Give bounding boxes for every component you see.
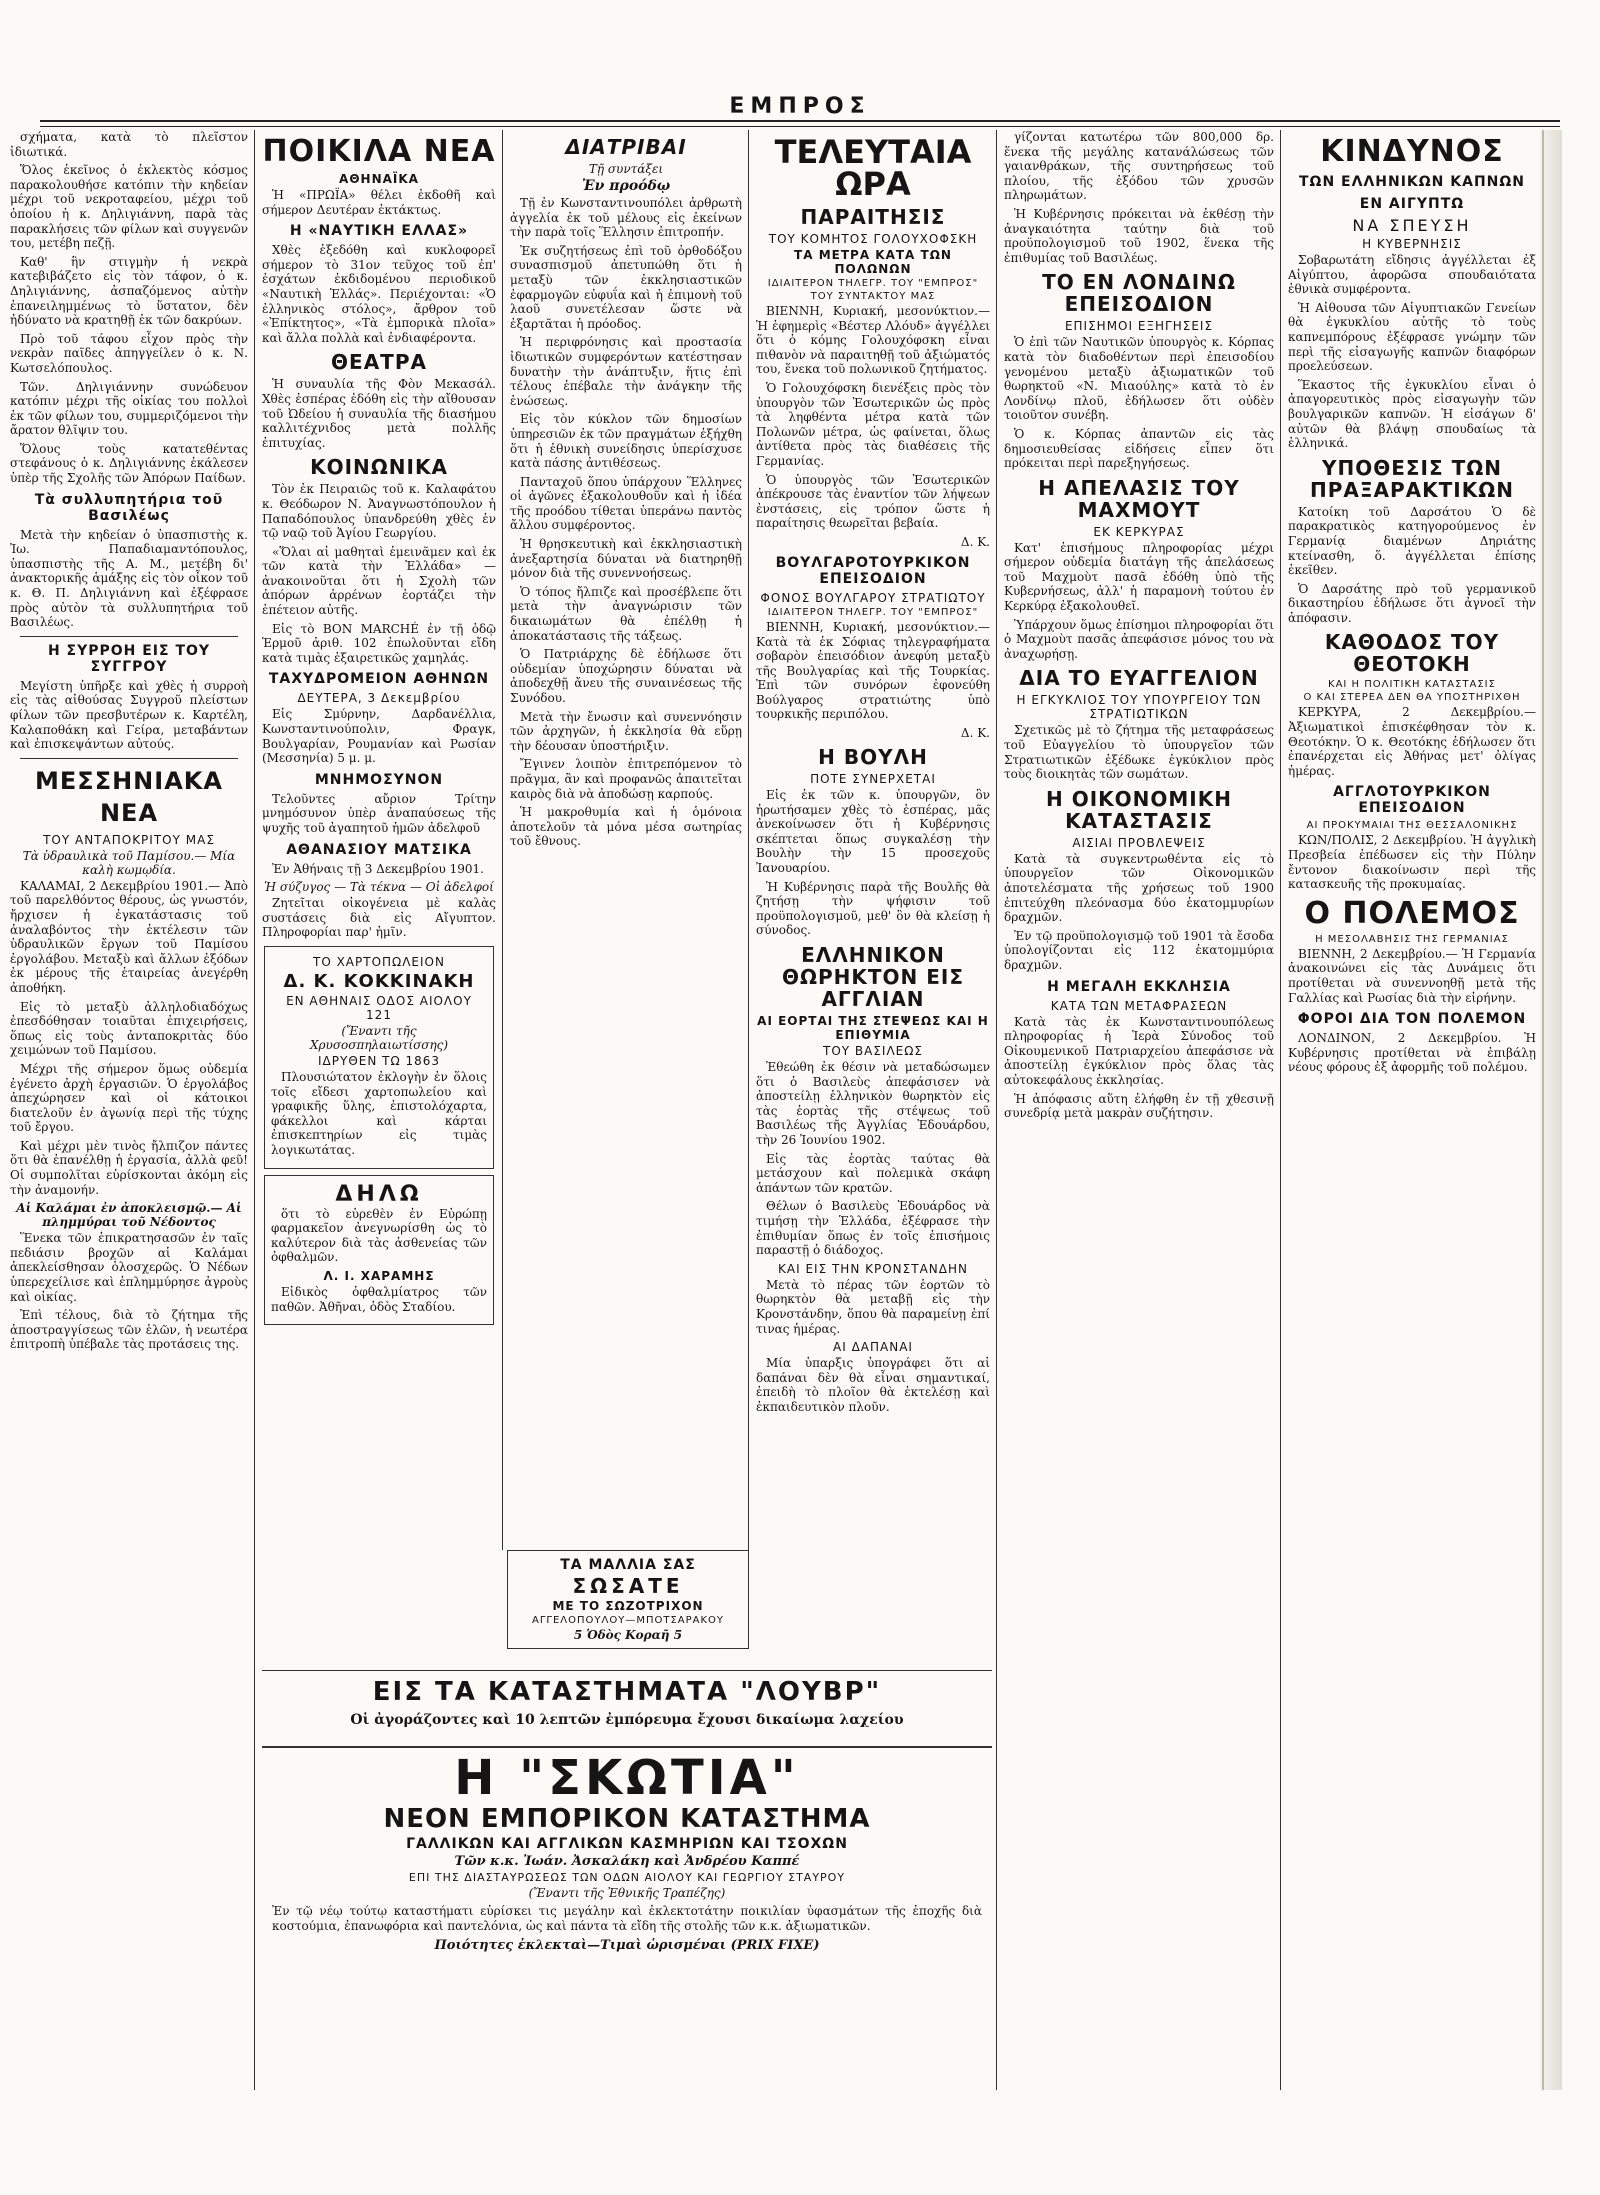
paragraph: ΛΟΝΔΙΝΟΝ, 2 Δεκεμβρίου. Ἡ Κυβέρνησις προτίθεται νὰ ἐπιβάλῃ νέους φόρους ἐξ ἀφορμῆς τοῦ πολέμου. [1288, 1031, 1536, 1075]
newspaper-title: ΕΜΠΡΟΣ [729, 94, 871, 119]
paragraph: ΒΙΕΝΝΗ, Κυριακή, μεσονύκτιον.— Κατὰ τὰ ἐκ Σόφιας τηλεγραφήματα σοβαρὸν ἐπεισόδιον ἀνεφύη μεταξὺ τῆς Βουλγαρίας καὶ τῆς Τουρκίας. Ἐπὶ τῶν συνόρων ἐφονεύθη Βούλγαρος στρατιώτης ὑπὸ τουρκικῆς περιπόλου. [756, 619, 990, 722]
paragraph: Ὁ Πατριάρχης δὲ ἐδήλωσε ὅτι οὐδεμίαν ὑποχώρησιν δύναται νὰ ἀποδεχθῇ ἄνευ τῆς συναινέσεως τῆς Συνόδου. [510, 647, 742, 705]
headline-paraitisis: ΠΑΡΑΙΤΗΣΙΣ [800, 205, 946, 229]
paragraph: Τὸν ἐκ Πειραιῶς τοῦ κ. Καλαφάτου κ. Θεόδωρον Ν. Ἀναγνωστόπουλον ἡ Παπαδόπουλος ὑπανδρεύθη χθὲς ἐν τῷ ναῷ τοῦ Ἁγίου Γεωργίου. [262, 482, 496, 541]
paragraph: Εἰς τὰς ἑορτὰς ταύτας θὰ μετάσχουν καὶ πολεμικὰ σκάφη ἁπάντων τῶν κρατῶν. [756, 1151, 990, 1195]
headline-messiniaka: ΜΕΣΣΗΝΙΑΚΑ ΝΕΑ [35, 766, 223, 827]
paragraph: Καθ' ἣν στιγμὴν ἡ νεκρὰ κατεβιβάζετο εἰς τὸν τάφον, ὁ κ. Δηλιγιάννης, ἀσπαζόμενος αὐτὴν ἐπανειλημμένως τὸ ὕστατον, δὲν ἠδύνατο νὰ κρατηθῇ ἐκ τῶν δακρύων. [10, 254, 248, 328]
ad-skotia-footer: Ποιότητες ἐκλεκταὶ—Τιμαὶ ὡρισμέναι (PRIX FIXE) [434, 1938, 820, 1953]
paragraph: Καὶ μέχρι μὲν τινὸς ἤλπιζον πάντες ὅτι θὰ ἐπανέλθῃ ἡ ἐργασία, ἀλλὰ φεῦ! Οἱ συμπολῖται εὑρίσκονται ἀκόμη εἰς τὴν ἀναμονήν. [10, 1138, 248, 1197]
paragraph: Πρὸ τοῦ τάφου εἶχον πρὸς τὴν νεκρὰν παῖδες ἀπηγγείλεν ὁ κ. Ν. Κωτσελόπουλος. [10, 331, 248, 375]
column-rule [996, 130, 997, 2090]
paragraph: Τῇ ἐν Κωνσταντινουπόλει ἀρθρωτὴ ἀγγελία ἐκ τοῦ μέλους εἰς ἐκείνων τὴν παρὰ τοῖς Ἕλλησιν ἐπιτροπήν. [510, 196, 742, 240]
headline-king-condolences: Τὰ συλλυπητήρια τοῦ Βασιλέως [34, 491, 224, 524]
ad-landmark: (Ἔναντι τῆς Χρυσοσπηλαιωτίσσης) [309, 1023, 449, 1052]
paragraph: ΚΩΝ/ΠΟΛΙΣ, 2 Δεκεμβρίου. Ἡ ἀγγλικὴ Πρεσβεία ἐπέδωσεν εἰς τὴν Πύλην ἔντονον διακοίνωσιν περὶ τῆς κατασκευῆς τῆς προκυμαίας. [1288, 833, 1536, 892]
subheadline: Η ΕΓΚΥΚΛΙΟΣ ΤΟΥ ΥΠΟΥΡΓΕΙΟΥ ΤΩΝ ΣΤΡΑΤΙΩΤΙΚΩΝ [1016, 693, 1262, 722]
paragraph: ΒΙΕΝΝΗ, Κυριακή, μεσονύκτιον.— Ἡ ἐφημερὶς «Βέστερ Λλόυδ» ἀγγέλλει ὅτι ὁ κόμης Γολουχόφσκη εἶναι πιθανὸν νὰ παραιτηθῇ τοῦ ἀξιώματός του, ἕνεκα τοῦ πολωνικοῦ ζητήματος. [756, 304, 990, 377]
paragraph: Χθὲς ἐξεδόθη καὶ κυκλοφορεῖ σήμερον τὸ 31ον τεῦχος τοῦ ἐπ' ἐσχάτων ἐκδιδομένου περιοδικοῦ «Ναυτικὴ Ἑλλάς». Περιέχονται: «Ὁ ἐλληνικὸς στόλος», ἄρθρον τοῦ «Ἐπίκτητος», «Τὰ ἐμπορικὰ πλοῖα» καὶ ἄλλα πολλὰ καὶ ἐνδιαφέροντα. [262, 243, 496, 345]
paragraph: Μετὰ τὴν ἔνωσιν καὶ συνεννόησιν τῶν ἀρχηγῶν, ἡ ἐκκλησία θὰ εὕρῃ τὴν δέουσαν ὑποστήριξιν. [510, 709, 742, 753]
paragraph: Μετὰ τὸ πέρας τῶν ἑορτῶν τὸ θωρηκτὸν θὰ μεταβῇ εἰς τὴν Κρονστάνδην, ὅπου θὰ παραμείνῃ ἐπί τινας ἡμέρας. [756, 1277, 990, 1336]
headline-ypothesis: ΥΠΟΘΕΣΙΣ ΤΩΝ ΠΡΑΞΑΡΑΚΤΙΚΩΝ [1310, 455, 1514, 502]
page-crease [1542, 130, 1544, 2090]
paragraph: Κατοίκη τοῦ Δαρσάτου Ὁ δὲ παρακρατικὸς κατηγορούμενος ἐν Γερμανίᾳ διαμένων Δηριάτης κτείνασθη, ὅ. ἀγγέλλεται ἐπίσης ἐκεῖθεν. [1288, 504, 1536, 578]
column-5 [1004, 130, 1274, 2090]
paragraph: ΚΕΡΚΥΡΑ, 2 Δεκεμβρίου.— Ἀξιωματικοὶ ἐπισκέφθησαν τὸν κ. Θεοτόκην. Ὁ κ. Θεοτόκης ἐδήλωσεν ὅτι ἐπανέρχεται εἰς Ἀθήνας μετ' ὀλίγας ἡμέρας. [1288, 705, 1536, 778]
paragraph: Ἡ «ΠΡΩΪΑ» θέλει ἐκδοθῆ καὶ σήμερον Δευτέραν ἐκτάκτως. [262, 188, 496, 217]
paragraph: Θέλων ὁ Βασιλεὺς Ἐδουάρδος νὰ τιμήσῃ τὴν Ἑλλάδα, ἐξέφρασε τὴν ἐπιθυμίαν ὅπως ἐν τοῖς ἐπισήμοις παραστῇ ὁ διάδοχος. [756, 1199, 990, 1258]
subheadline-italic: Τὰ ὑδραυλικὰ τοῦ Παμίσου.— Μία καλὴ κωμῳδία. [22, 848, 236, 877]
headline-thoriktom-anglia: ΕΛΛΗΝΙΚΟΝ ΘΩΡΗΚΤΟΝ ΕΙΣ ΑΓΓΛΙΑΝ [781, 943, 964, 1011]
ad-louvre-text: Οἱ ἀγοράζοντες καὶ 10 λεπτῶν ἐμπόρευμα ἔχουσι δικαίωμα λαχείου [350, 1712, 904, 1728]
subheadline: ΑΙ ΠΡΟΚΥΜΑΙΑΙ ΤΗΣ ΘΕΣΣΑΛΟΝΙΚΗΣ [1306, 820, 1518, 832]
paragraph: Ἡ συναυλία τῆς Φὸν Μεκασάλ. Χθὲς ἐσπέρας ἐδόθη εἰς τὴν αἴθουσαν τοῦ Ὠδείου ἡ συναυλία τῆς διασήμου καλλιτέχνιδος μετὰ πολλῆς ἐπιτυχίας. [262, 377, 496, 450]
ad-skotia-line: ΕΠΙ ΤΗΣ ΔΙΑΣΤΑΥΡΩΣΕΩΣ ΤΩΝ ΟΔΩΝ ΑΙΟΛΟΥ ΚΑΙ ΓΕΩΡΓΙΟΥ ΣΤΑΥΡΟΥ [408, 1871, 846, 1884]
paragraph: Ὁ τόπος ἤλπιζε καὶ προσέβλεπε ὅτι μετὰ τὴν ἀναγνώρισιν τῶν δικαιωμάτων θὰ ἐπέλθῃ ἡ ἀποκατάστασις τῆς τάξεως. [510, 584, 742, 643]
headline-teleftaia-ora: ΤΕΛΕΥΤΑΙΑ ΩΡΑ [774, 133, 972, 203]
column-1 [10, 130, 248, 2090]
ad-skotia-sub: ΝΕΟΝ ΕΜΠΟΡΙΚΟΝ ΚΑΤΑΣΤΗΜΑ [383, 1804, 871, 1834]
paragraph: Ἡ Κυβέρνησις πρόκειται νὰ ἐκθέσῃ τὴν ἀναγκαιότητα ταύτην διὰ τοῦ προϋπολογισμοῦ τοῦ 1902, ἕνεκα τῆς ἐπιθυμίας τοῦ Βασιλέως. [1004, 206, 1274, 265]
paragraph: ΒΙΕΝΝΗ, 2 Δεκεμβρίου.— Ἡ Γερμανία ἀνακοινώνει εἰς τὰς Δυνάμεις ὅτι προτίθεται νὰ συνεννοηθῇ μετὰ τῆς Γαλλίας καὶ Ρωσίας διὰ τὴν εἰρήνην. [1288, 946, 1536, 1005]
name-deceased: ΑΘΑΝΑΣΙΟΥ ΜΑΤΣΙΚΑ [286, 841, 472, 858]
ad-louvre [262, 1674, 992, 1728]
paragraph: Τῶν. Δηλιγιάννην συνώδευον κατόπιν μέχρι τῆς οἰκίας του πολλοὶ ἐκ τῶν φίλων του, συμμεριζόμενοι τὴν ἄρατον θλῖψιν του. [10, 379, 248, 438]
subheadline: ΠΟΤΕ ΣΥΝΕΡΧΕΤΑΙ [810, 772, 936, 787]
ad-heading: ΤΟ ΧΑΡΤΟΠΩΛΕΙΟΝ [313, 954, 445, 969]
subheadline: ΦΟΝΟΣ ΒΟΥΛΓΑΡΟΥ ΣΤΡΑΤΙΩΤΟΥ [760, 590, 986, 605]
paragraph: σχήματα, κατὰ τὸ πλεῖστον ἰδιωτικά. [10, 130, 248, 159]
paragraph: Ὅλος ἐκεῖνος ὁ ἐκλεκτὸς κόσμος παρακολουθήσε κατόπιν τὴν κηδείαν μέχρι τοῦ νεκροταφείου, μέχρι τοῦ ὁποίου ἡ κ. Δηλιγιάννη, παρὰ τὰς παρακλήσεις τῶν φίλων καὶ συγγενῶν του, μετέβη πεζῇ. [10, 163, 248, 251]
headline-oikonomiki: Η ΟΙΚΟΝΟΜΙΚΗ ΚΑΤΑΣΤΑΣΙΣ [1046, 786, 1232, 833]
subheadline: ΚΑΙ Η ΠΟΛΙΤΙΚΗ ΚΑΤΑΣΤΑΣΙΣ [1328, 679, 1496, 691]
divider [262, 1670, 992, 1671]
headline-tachydromeion: ΤΑΧΥΔΡΟΜΕΙΟΝ ΑΘΗΝΩΝ [268, 671, 490, 688]
headline-poikila-nea: ΠΟΙΚΙΛΑ ΝΕΑ [262, 134, 496, 169]
subheadline: ΝΑ ΣΠΕΥΣΗ [1352, 216, 1472, 235]
paragraph: Ὁ κ. Κόρπας ἀπαντῶν εἰς τὰς δημοσιευθείσας εἰδήσεις εἶπεν ὅτι πρόκειται περὶ παρεξηγήσεως. [1004, 426, 1274, 471]
paragraph: Μετὰ τὴν κηδείαν ὁ ὑπασπιστὴς κ. Ἰω. Παπαδιαμαντόπουλος, ὑπασπιστὴς τῆς Α. Μ., μετέβη δι' ἀνακτορικῆς ἁμάξης εἰς τὸν οἶκον τοῦ κ. Θ. Π. Δηλιγιάννη καὶ ἐξέφρασε πρὸς αὐτὸν τὰ συλλυπητήρια τοῦ Βασιλέως. [10, 527, 248, 630]
column-rule [1280, 130, 1281, 2090]
paragraph: Εἰς τὸν κύκλον τῶν δημοσίων ὑπηρεσιῶν ἐκ τῶν πραγμάτων ἐξήχθη ὅτι ἡ ἐθνικὴ συνείδησις ὑπερίσχυσε κατὰ πάσης ἀντιθέσεως. [510, 412, 742, 471]
headline-apelasis: Η ΑΠΕΛΑΣΙΣ ΤΟΥ ΜΑΧΜΟΥΤ [1038, 475, 1240, 522]
headline-naftiki-ellas: Η «ΝΑΥΤΙΚΗ ΕΛΛΑΣ» [289, 223, 469, 240]
paragraph: Κατὰ τὰς ἐκ Κωνσταντινουπόλεως πληροφορίας ἡ Ἱερὰ Σύνοδος τοῦ Οἰκουμενικοῦ Πατριαρχείου ἀπεφάσισε νὰ ἀποστείλῃ ἐγκύκλιον πρὸς ὅλας τὰς αὐτοκεφάλους ἐκκλησίας. [1004, 1014, 1274, 1087]
subheadline: ΑΙΣΙΑΙ ΠΡΟΒΛΕΨΕΙΣ [1072, 835, 1206, 850]
subheadline: ΤΟΥ ΒΑΣΙΛΕΩΣ [822, 1044, 924, 1058]
ad-skotia-line: Τῶν κ.κ. Ἰωάν. Ἀσκαλάκη καὶ Ἀνδρέου Καππέ [454, 1854, 800, 1869]
ad-line: ΜΕ ΤΟ ΣΩΖΟΤΡΙΧΟΝ [552, 1599, 704, 1613]
paragraph: Ἐν Ἀθήναις τῇ 3 Δεκεμβρίου 1901. [272, 861, 484, 876]
subheadline: Ο ΚΑΙ ΣΤΕΡΕΑ ΔΕΝ ΘΑ ΥΠΟΣΤΗΡΙΧΘΗ [1303, 692, 1521, 704]
headline-kindynos: ΚΙΝΔΥΝΟΣ [1320, 134, 1504, 169]
paragraph: Τελοῦντες αὔριον Τρίτην μνημόσυνον ὑπὲρ ἀναπαύσεως τῆς ψυχῆς τοῦ ἀγαπητοῦ ἡμῶν ἀδελφοῦ [262, 791, 496, 835]
ad-text: Πλουσιώτατον ἐκλογὴν ἐν ὅλοις τοῖς εἴδεσι χαρτοπωλείου καὶ γραφικῆς ὕλης, ἐπιστολόχαρτα, φάκελλοι καὶ κάρται ἐπισκεπτηρίων εἰς τιμὰς λογικωτάτας. [271, 1069, 487, 1157]
divider [20, 758, 238, 759]
ad-title: ΔΗΛΩ [335, 1181, 423, 1207]
paragraph: Ἐπὶ τέλους, διὰ τὸ ζήτημα τῆς ἀποστραγγίσεως τῶν ἑλῶν, ἡ νεωτέρα ἐπιτροπὴ ὑπέβαλε τὰς προτάσεις της. [10, 1308, 248, 1352]
column-rule [502, 130, 503, 1550]
subheadline: Η ΜΕΣΟΛΑΒΗΣΙΣ ΤΗΣ ΓΕΡΜΑΝΙΑΣ [1315, 933, 1509, 945]
headline-londino: ΤΟ ΕΝ ΛΟΝΔΙΝΩ ΕΠΕΙΣΟΔΙΟΝ [1042, 270, 1236, 317]
paragraph: Ὑπάρχουν ὅμως ἐπίσημοι πληροφορίαι ὅτι ὁ Μαχμοὺτ πασᾶς ἀπεφάσισε μόνος του νὰ ἀναχωρήσῃ. [1004, 617, 1274, 661]
paragraph: «Ὅλαι αἱ μαθηταὶ ἐμεινᾶμεν καὶ ἐκ τῶν κατὰ τὴν Ἐλλάδα» — ἀνακοινοῦται ὅτι ἡ Σχολὴ τῶν ἀπόρων ἀρρένων ἑορτάζει τὴν ἐπέτειον αὐτῆς. [262, 544, 496, 618]
paragraph: Εἰς τὸ μεταξὺ ἀλληλοδιαδόχως ἐπεσδόθησαν τοιαῦται ἐπιχειρήσεις, ὅπως εἰς τοὺς ἀνταποκριτὰς δύο χειμώνων τοῦ Παμίσου. [10, 999, 248, 1058]
paragraph: Κατ' ἐπισήμους πληροφορίας μέχρι σήμερον οὐδεμία διατάγη τῆς ἀπελάσεως τοῦ Μαχμοὺτ πασᾶ ἐδόθη ὑπὸ τῆς Κυβερνήσεως, ἀλλ' ἡ παραμονὴ τούτου ἐν Κερκύρᾳ ἐξακολουθεῖ. [1004, 540, 1274, 614]
ad-founded: ΙΔΡΥΘΕΝ ΤΩ 1863 [318, 1053, 440, 1068]
subheadline: ΕΝ ΑΙΓΥΠΤΩ [1359, 196, 1465, 212]
paragraph: γίζονται κατωτέρω τῶν 800,000 δρ. ἕνεκα τῆς μεγάλης κατανάλώσεως τῶν γαιανθράκων, τῆς συντηρήσεως τοῦ πλοίου, τῆς ἐξόδου τῶν χρυσῶν πληρωμάτων. [1004, 130, 1274, 203]
subheadline: ΤΟΥ ΑΝΤΑΠΟΚΡΙΤΟΥ ΜΑΣ [43, 832, 215, 847]
paragraph: Μία ὑπαρξις ὑπογράφει ὅτι αἱ δαπάναι δὲν θὰ εἶναι σημαντικαί, ἐπειδὴ τὸ πλοῖον θὰ ἐκτελέσῃ καὶ ἐκπαιδευτικὸν πλοῦν. [756, 1356, 990, 1414]
paragraph: Ἕκαστος τῆς ἐγκυκλίου εἶναι ὁ ἀπαγορευτικὸς πρὸς εἰσαγωγὴν τῶν βουλγαρικῶν καπνῶν. Ἡ εἰσάγων δ' αὐτῶν θὰ βλάψῃ σπουδαίως τὰ ἑλληνικά. [1288, 377, 1536, 451]
paragraph: Ἐν τῷ προϋπολογισμῷ τοῦ 1901 τὰ ἔσοδα ὑπολογίζονται εἰς 112 ἑκατομμύρια δραχμῶν. [1004, 928, 1274, 972]
ad-line: ΑΓΓΕΛΟΠΟΥΛΟΥ—ΜΠΟΤΣΑΡΑΚΟΥ [531, 1615, 725, 1626]
ad-chartopoleion [264, 946, 494, 1169]
page-fold-edge [1540, 130, 1562, 2090]
column-rule [254, 130, 255, 2090]
paragraph: Ὁ ἐπὶ τῶν Ναυτικῶν ὑπουργὸς κ. Κόρπας κατὰ τὸν διαδοθέντων περὶ ἐπεισοδίου γενομένου μεταξὺ ἀξιωματικῶν τοῦ θωρηκτοῦ «Ν. Μιαούλης» κατὰ τὸ ἐν Λονδίνῳ πλοῦ, ἐδήλωσεν ὅτι οὐδὲν τοιοῦτον συνέβη. [1004, 335, 1274, 423]
subheadline: ΤΩΝ ΕΛΛΗΝΙΚΩΝ ΚΑΠΝΩΝ [1299, 174, 1525, 190]
paragraph: Ἡ Αἰθουσα τῶν Αἰγυπτιακῶν Γενείων θὰ ἐγκυκλίου αὐτῆς τὸ τοὺς καπνεμπόρους ἐξέφρασε γνώμην τῶν περὶ τῆς εἰσαγωγῆς καπνῶν διαφόρων προελεύσεων. [1288, 300, 1536, 374]
paragraph: Κατὰ τὰ συγκεντρωθέντα εἰς τὸ ὑπουργεῖον τῶν Οἰκονομικῶν ἀποτελέσματα τῆς χρήσεως τοῦ 1900 ἐπιτεύχθη πλεόνασμα δύο ἑκατομμυρίων δραχμῶν. [1004, 851, 1274, 925]
subheadline: ΔΕΥΤΕΡΑ, 3 Δεκεμβρίου [297, 691, 461, 706]
paragraph: Ἡ περιφρόνησις καὶ προστασία ἰδιωτικῶν συμφερόντων κατέστησαν δυνατὴν τὴν ἀνάπτυξιν, ἥτις ἐπὶ τέλους ἐπέβαλε τὴν ἀνάγκην τῆς ἑνώσεως. [510, 335, 742, 408]
divider [20, 636, 238, 637]
paragraph: Εἰς Σμύρνην, Δαρδανέλλια, Κωνσταντινούπολιν, Φραγκ, Βουλγαρίαν, Ρουμανίαν καὶ Ρωσίαν (Μεσσηνία) 5 μ. μ. [262, 707, 496, 766]
column-3 [510, 130, 742, 1540]
subheadline-italic: Τῇ συντάξει [588, 162, 664, 176]
ad-title: Δ. Κ. ΚΟΚΚΙΝΑΚΗ [283, 970, 475, 992]
headline-mnimosynon: ΜΝΗΜΟΣΥΝΟΝ [314, 771, 444, 788]
subheadline: ΚΑΤΑ ΤΩΝ ΜΕΤΑΦΡΑΣΕΩΝ [1050, 998, 1228, 1013]
paragraph: Ὁ ὑπουργὸς τῶν Ἐσωτερικῶν ἀπέκρουσε τὰς ἐναντίον τῶν λήψεων ἐνστάσεις, εἰς τρόπον ὥστε ἡ παραίτησις θεωρεῖται βεβαία. [756, 472, 990, 531]
column-rule [748, 130, 749, 1550]
ad-sozotrichon [507, 1550, 749, 1649]
ad-skotia-text: Ἐν τῷ νέῳ τούτῳ καταστήματι εὑρίσκει τις μεγάλην καὶ ἐκλεκτοτάτην ποικιλίαν ὑφασμάτων τῆς ἐποχῆς διὰ κοστούμια, ἐπανωφόρια καὶ παντελόνια, ὡς καὶ πάντα τὰ εἴδη τῆς στολῆς τῶν κ.κ. ἀξιωματικῶν. [272, 1904, 982, 1933]
ad-address: ΕΝ ΑΘΗΝΑΙΣ ΟΔΟΣ ΑΙΟΛΟΥ 121 [286, 993, 472, 1022]
subheadline: ΤΟΥ ΣΥΝΤΑΚΤΟΥ ΜΑΣ [810, 291, 936, 302]
paragraph: Ἐθεώθη ἐκ θέσιν νὰ μεταδώσωμεν ὅτι ὁ Βασιλεὺς ἀπεφάσισεν νὰ ἀποστείλῃ ἑλληνικὸν θωρηκτὸν εἰς τὰς ἑορτὰς τῆς στέψεως τοῦ Βασιλέως τῆς Ἀγγλίας Ἐδουάρδου, τὴν 26 Ἰουνίου 1902. [756, 1060, 990, 1147]
paragraph: Ἡ μακροθυμία καὶ ἡ ὁμόνοια ἀποτελοῦν τὰ μόνα μέσα σωτηρίας τοῦ ἔθνους. [510, 805, 742, 849]
headline-kathodos-theotoki: ΚΑΘΟΔΟΣ ΤΟΥ ΘΕΟΤΟΚΗ [1324, 630, 1500, 677]
mourners: Ἡ σύζυγος — Τὰ τέκνα — Οἱ ἀδελφοί [264, 880, 494, 895]
paragraph: Ἡ Κυβέρνησις παρὰ τῆς Βουλῆς θὰ ζητήσῃ τὴν ψήφισιν τοῦ προϋπολογισμοῦ, μεθ' ὃν θὰ κλείσῃ ἡ σύνοδος. [756, 879, 990, 938]
headline-voulgarotourkikon: ΒΟΥΛΓΑΡΟΤΟΥΡΚΙΚΟΝ ΕΠΕΙΣΟΔΙΟΝ [775, 554, 971, 587]
paragraph: Σχετικῶς μὲ τὸ ζήτημα τῆς μεταφράσεως τοῦ Εὐαγγελίου τὸ ὑπουργεῖον τῶν Στρατιωτικῶν ἐξέδωκε ἐγκύκλιον πρὸς τοὺς διοικητὰς τῶν σωμάτων. [1004, 723, 1274, 782]
headline-megali-ekklisia: Η ΜΕΓΑΛΗ ΕΚΚΛΗΣΙΑ [1047, 978, 1231, 995]
paragraph: Ἕνεκα τῶν ἐπικρατησασῶν ἐν ταῖς πεδιάσιν βροχῶν αἱ Καλάμαι ἀπεκλείσθησαν ὁλοσχερῶς. Ὁ Νέδων ὑπερεχείλισε καὶ ἐπλημμύρησε ἀγροὺς καὶ οἰκίας. [10, 1231, 248, 1304]
signature: Δ. Κ. [960, 726, 990, 741]
headline-theatra: ΘΕΑΤΡΑ [331, 350, 427, 375]
subheadline: ΕΚ ΚΕΡΚΥΡΑΣ [1093, 524, 1185, 539]
subheadline: ΤΟΥ ΚΟΜΗΤΟΣ ΓΟΛΟΥΧΟΦΣΚΗ [768, 232, 978, 246]
divider [262, 1746, 992, 1748]
headline-koinonika: ΚΟΙΝΩΝΙΚΑ [310, 455, 448, 480]
paragraph: ΚΑΛΑΜΑΙ, 2 Δεκεμβρίου 1901.— Ἀπὸ τοῦ παρελθόντος θέρους, ὡς γνωστόν, ἤρχισεν ἡ ἐγκατάστασις τοῦ ἀναλαβόντος τὴν ἐκτέλεσιν τῶν ὑδραυλικῶν ἔργων τοῦ Παμίσου ἐργολάβου. Μεταξὺ καὶ ἄλλων ἐξόδων ἐκ μέρους τῆς ἐταιρείας ἀνεγέρθη ἀποθήκη. [10, 878, 248, 995]
subheadline: ΚΑΙ ΕΙΣ ΤΗΝ ΚΡΟΝΣΤΑΝΔΗΝ [778, 1261, 968, 1276]
ad-text: ὅτι τὸ εὑρεθὲν ἐν Εὐρώπῃ φαρμακεῖον ἀνεγνωρίσθη ὡς τὸ καλύτερον διὰ τὰς ἀσθενείας τῶν ὀφθαλμῶν. [271, 1206, 487, 1265]
ad-skotia-title: Η "ΣΚΩΤΙΑ" [454, 1750, 800, 1806]
paragraph: Ὁ Δαρσάτης πρὸ τοῦ γερμανικοῦ δικαστηρίου ἐδήλωσε ὅτι ἀγνοεῖ τὴν ἀπόφασιν. [1288, 581, 1536, 625]
ad-signature: Λ. Ι. ΧΑΡΑΜΗΣ [323, 1268, 435, 1283]
masthead-rule-thin [40, 126, 1560, 127]
subheadline-italic: Ἐν προόδῳ [581, 178, 671, 194]
headline-syngros: Η ΣΥΡΡΟΗ ΕΙΣ ΤΟΥ ΣΥΓΓΡΟΥ [47, 642, 211, 675]
ad-line: 5 Ὁδὸς Κοραῆ 5 [573, 1628, 683, 1642]
paragraph: Εἰς ἐκ τῶν κ. ὑπουργῶν, ὃν ἠρωτήσαμεν χθὲς τὸ ἑσπέρας, μᾶς ἀνεκοίνωσεν ὅτι ἡ Κυβέρνησις σκέπτεται ὅπως συγκαλέσῃ τὴν Βουλὴν τὴν 15 προσεχοῦς Ἰανουαρίου. [756, 788, 990, 876]
masthead-rule [40, 120, 1560, 122]
paragraph: Ζητεῖται οἰκογένεια μὲ καλὰς συστάσεις διὰ εἰς Αἴγυπτον. Πληροφορίαι παρ' ἡμῖν. [262, 896, 496, 940]
ad-text: Εἰδικὸς ὀφθαλμίατρος τῶν παθῶν. Ἀθῆναι, ὁδὸς Σταδίου. [271, 1284, 487, 1314]
paragraph: Μεγίστη ὑπῆρξε καὶ χθὲς ἡ συρροὴ εἰς τὰς αἰθούσας Συγγροῦ πλείστων φίλων τῶν πρεσβυτέρων κ. Καρτέλη, Καλαποθάκη καὶ Γείρα, μεταβάντων καὶ ἐπισκεψάντων αὐτούς. [10, 678, 248, 752]
paragraph: Μέχρι τῆς σήμερον ὅμως οὐδεμία ἐγένετο ἀρχὴ ἐργασιῶν. Ὁ ἐργολάβος ἀπεχώρησεν καὶ οἱ κάτοικοι διατελοῦν ἐν ἀγωνίᾳ περὶ τῆς τύχης τοῦ ἔργου. [10, 1061, 248, 1135]
subheadline: ΙΔΙΑΙΤΕΡΟΝ ΤΗΛΕΓΡ. ΤΟΥ "ΕΜΠΡΟΣ" [767, 606, 979, 618]
ad-louvre-title: ΕΙΣ ΤΑ ΚΑΤΑΣΤΗΜΑΤΑ "ΛΟΥΒΡ" [372, 1677, 882, 1707]
subheadline: ΤΑ ΜΕΤΡΑ ΚΑΤΑ ΤΩΝ ΠΟΛΩΝΩΝ [794, 248, 952, 276]
headline-i-vouli: Η ΒΟΥΛΗ [818, 745, 928, 770]
ad-skotia-line: (Ἔναντι τῆς Ἐθνικῆς Τραπέζης) [528, 1886, 726, 1900]
column-2 [262, 130, 496, 1540]
ad-dilo [264, 1175, 494, 1326]
subheadline: ΙΔΙΑΙΤΕΡΟΝ ΤΗΛΕΓΡ. ΤΟΥ "ΕΜΠΡΟΣ" [767, 278, 979, 289]
paragraph: Σοβαρωτάτη εἴδησις ἀγγέλλεται ἐξ Αἰγύπτου, ἀφορῶσα σπουδαιότατα ἐθνικὰ συμφέροντα. [1288, 253, 1536, 297]
paragraph: Ἔγινεν λοιπὸν ἐπιτρεπόμενον τὸ πρᾶγμα, ἂν καὶ προφανῶς ἀπαιτεῖται καιρὸς διὰ νὰ ἀποδώσῃ καρπούς. [510, 757, 742, 801]
headline-anglotourkikon: ΑΓΓΛΟΤΟΥΡΚΙΚΟΝ ΕΠΕΙΣΟΔΙΟΝ [1333, 784, 1491, 817]
ad-line: ΣΩΣΑΤΕ [572, 1574, 684, 1598]
headline-o-polemos: Ο ΠΟΛΕΜΟΣ [1304, 895, 1520, 931]
paragraph: Ὅλους τοὺς κατατεθέντας στεφάνους ὁ κ. Δηλιγιάννης ἐκάλεσεν ὑπὲρ τῆς Σχολῆς τῶν Ἀπόρων Παίδων. [10, 441, 248, 486]
masthead [0, 92, 1600, 132]
ad-block [262, 1550, 992, 2090]
ad-skotia [262, 1752, 992, 1953]
paragraph: Εἰς τὸ BON MARCHÉ ἐν τῇ ὁδῷ Ἑρμοῦ ἀριθ. 102 ἐπωλοῦνται εἴδη κατὰ τιμὰς ἐξαιρετικῶς χαμηλάς. [262, 621, 496, 665]
column-6 [1288, 130, 1536, 2090]
paragraph: Πανταχοῦ ὅπου ὑπάρχουν Ἕλληνες οἱ ἀγῶνες ἐξακολουθοῦν καὶ ἡ ἰδέα τῆς προόδου τίθεται ὑπεράνω παντὸς ἄλλου συμφέροντος. [510, 474, 742, 533]
headline-evangelion: ΔΙΑ ΤΟ ΕΥΑΓΓΕΛΙΟΝ [1019, 666, 1259, 691]
ad-skotia-line: ΓΑΛΛΙΚΩΝ ΚΑΙ ΑΓΓΛΙΚΩΝ ΚΑΣΜΗΡΙΩΝ ΚΑΙ ΤΣΟΧΩΝ [406, 1836, 848, 1852]
paragraph: Ἡ θρησκευτικὴ καὶ ἐκκλησιαστικὴ ἀνεξαρτησία δύναται νὰ διατηρηθῇ μόνον διὰ τῆς συνεννοήσεως. [510, 537, 742, 581]
signature: Δ. Κ. [960, 534, 990, 549]
paragraph: Ἐκ συζητήσεως ἐπὶ τοῦ ὀρθοδόξου συνασπισμοῦ ἀπετυπώθη ὅτι ἡ μεταξὺ τῶν ἐκκλησιαστικῶν ἐφαρμογῶν εὐφυΐα καὶ ἡ ἐπιμονὴ τοῦ λαοῦ συνετέλεσαν ὥστε νὰ ἐξαρτᾶται ἡ πρόοδος. [510, 243, 742, 331]
subheadline: ΑΙ ΕΟΡΤΑΙ ΤΗΣ ΣΤΕΨΕΩΣ ΚΑΙ Η ΕΠΙΘΥΜΙΑ [757, 1014, 989, 1042]
subheadline-italic: Αἱ Καλάμαι ἐν ἀποκλεισμῷ.— Αἱ πλημμύραι τοῦ Νέδοντος [16, 1201, 242, 1230]
paragraph: Ὁ Γολουχόφσκη διενέξεις πρὸς τὸν ὑπουργὸν τῶν Ἐσωτερικῶν ὡς πρὸς τὰ ληφθέντα μέτρα κατὰ τῶν Πολωνῶν μέτρα, ὡς φαίνεται, ὅλως ἀντίθετα πρὸς τὰς διαθέσεις τῆς Γερμανίας. [756, 380, 990, 468]
subheadline: ΑΙ ΔΑΠΑΝΑΙ [833, 1340, 913, 1355]
ad-line: ΤΑ ΜΑΛΛΙΑ ΣΑΣ [560, 1557, 696, 1573]
headline-foroi: ΦΟΡΟΙ ΔΙΑ ΤΟΝ ΠΟΛΕΜΟΝ [1297, 1011, 1527, 1028]
subheadline: ΑΘΗΝΑΪΚΑ [339, 172, 419, 186]
paragraph: Ἡ ἀπόφασις αὕτη ἐλήφθη ἐν τῇ χθεσινῇ συνεδρίᾳ μετὰ μακρὰν συζήτησιν. [1004, 1091, 1274, 1121]
subheadline: Η ΚΥΒΕΡΝΗΣΙΣ [1362, 237, 1462, 251]
subheadline: ΕΠΙΣΗΜΟΙ ΕΞΗΓΗΣΕΙΣ [1064, 319, 1214, 334]
headline-diatrivai: ΔΙΑΤΡΙΒΑΙ [565, 135, 687, 159]
